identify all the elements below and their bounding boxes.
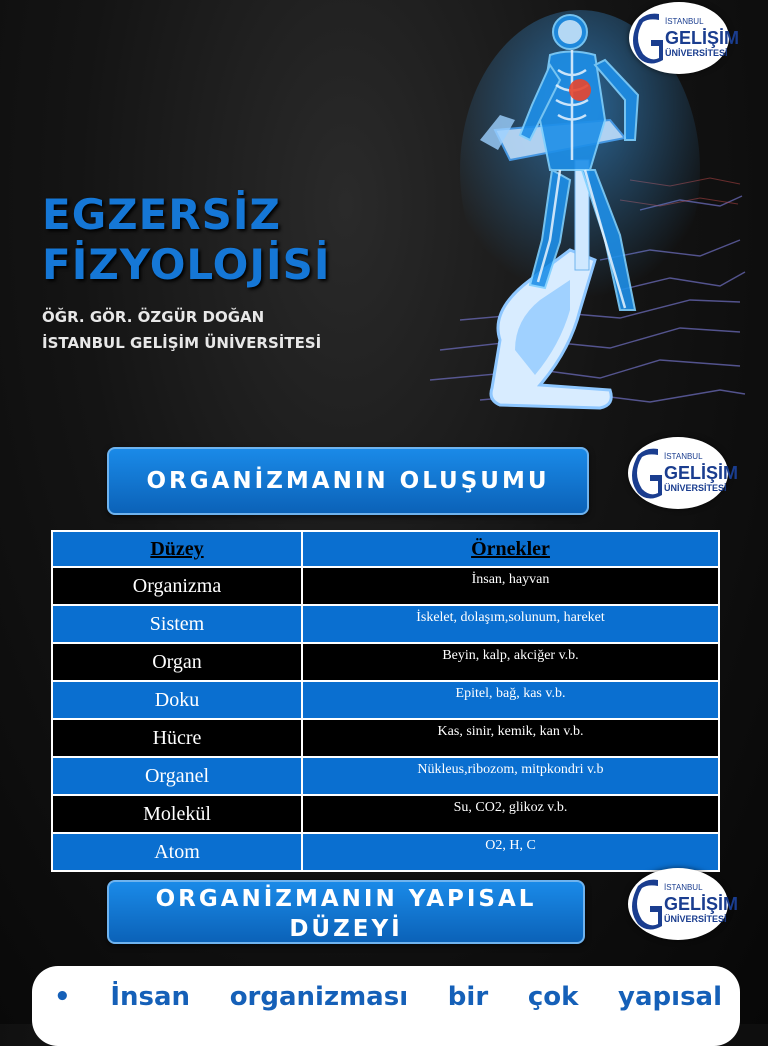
examples-cell: İnsan, hayvan xyxy=(302,567,719,605)
bullet-item xyxy=(54,982,722,1012)
presentation-title xyxy=(42,190,331,290)
structural-level-banner xyxy=(107,880,585,944)
examples-cell: Su, CO2, glikoz v.b. xyxy=(302,795,719,833)
university-logo xyxy=(629,2,740,74)
logo-line2: GELİŞİM xyxy=(664,894,739,914)
level-cell: Hücre xyxy=(52,719,302,757)
table-row xyxy=(52,757,719,795)
table-row xyxy=(52,719,719,757)
table-row xyxy=(52,643,719,681)
examples-cell: Kas, sinir, kemik, kan v.b. xyxy=(302,719,719,757)
university-logo-icon xyxy=(628,437,739,509)
level-cell: Organel xyxy=(52,757,302,795)
table-row xyxy=(52,605,719,643)
level-cell: Sistem xyxy=(52,605,302,643)
banner-line-2: DÜZEYİ xyxy=(289,916,403,942)
examples-cell: Epitel, bağ, kas v.b. xyxy=(302,681,719,719)
organization-levels-table xyxy=(51,530,720,872)
examples-cell: Beyin, kalp, akciğer v.b. xyxy=(302,643,719,681)
table-row xyxy=(52,681,719,719)
examples-cell: Nükleus,ribozom, mitpkondri v.b xyxy=(302,757,719,795)
title-slide xyxy=(0,0,768,430)
logo-line2: GELİŞİM xyxy=(665,28,740,48)
level-cell: Atom xyxy=(52,833,302,871)
university-logo-icon xyxy=(629,2,740,74)
logo-line2: GELİŞİM xyxy=(664,463,739,483)
logo-line1: İSTANBUL xyxy=(664,452,703,461)
table-row xyxy=(52,833,719,871)
bullet-icon: • xyxy=(54,982,71,1012)
author-block xyxy=(42,304,321,356)
table-header-row xyxy=(52,531,719,567)
level-cell: Organizma xyxy=(52,567,302,605)
bullet-text: İnsan organizması bir çok yapısal xyxy=(110,982,723,1012)
examples-cell: İskelet, dolaşım,solunum, hareket xyxy=(302,605,719,643)
university-logo xyxy=(628,437,739,509)
level-cell: Organ xyxy=(52,643,302,681)
table-row xyxy=(52,567,719,605)
logo-line1: İSTANBUL xyxy=(665,17,704,26)
level-cell: Molekül xyxy=(52,795,302,833)
title-line-1: EGZERSİZ xyxy=(42,190,281,239)
organization-banner: ORGANİZMANIN OLUŞUMU xyxy=(107,447,589,515)
banner-line-1: ORGANİZMANIN YAPISAL xyxy=(155,886,537,912)
logo-line3: ÜNİVERSİTESİ xyxy=(664,483,727,493)
institution-name: İSTANBUL GELİŞİM ÜNİVERSİTESİ xyxy=(42,334,322,352)
university-logo-icon xyxy=(628,868,739,940)
header-examples: Örnekler xyxy=(302,531,719,567)
university-logo xyxy=(628,868,739,940)
title-line-2: FİZYOLOJİSİ xyxy=(42,240,331,289)
header-level: Düzey xyxy=(52,531,302,567)
logo-line1: İSTANBUL xyxy=(664,883,703,892)
table-row xyxy=(52,795,719,833)
logo-line3: ÜNİVERSİTESİ xyxy=(665,48,728,58)
author-name: ÖĞR. GÖR. ÖZGÜR DOĞAN xyxy=(42,308,265,326)
level-cell: Doku xyxy=(52,681,302,719)
logo-line3: ÜNİVERSİTESİ xyxy=(664,914,727,924)
examples-cell: O2, H, C xyxy=(302,833,719,871)
